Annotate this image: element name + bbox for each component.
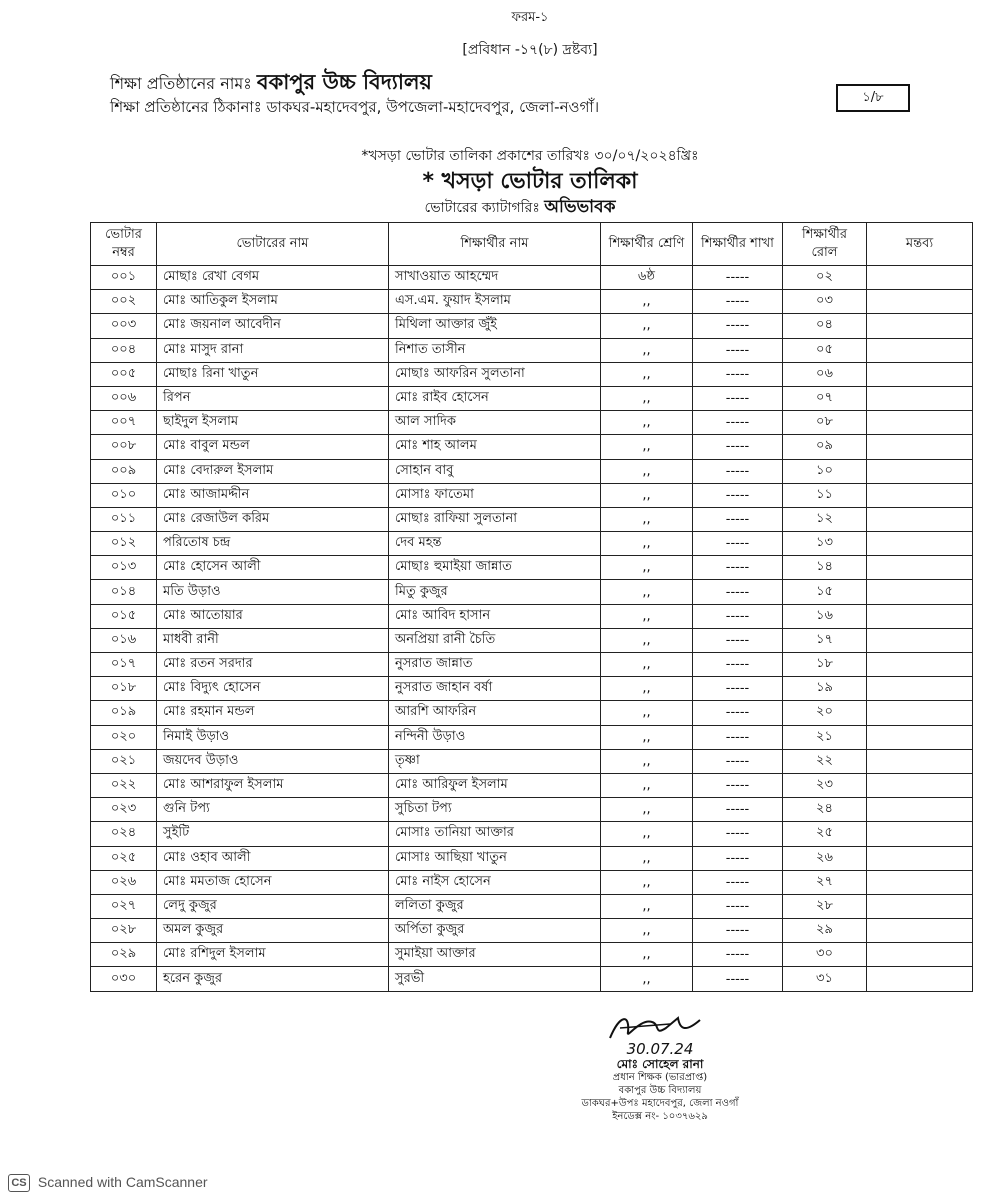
table-row (91, 266, 973, 290)
cell-student-roll: ১৩ (783, 532, 867, 556)
cell-student-class: ,, (601, 411, 693, 435)
cell-remarks (867, 822, 973, 846)
cell-voter-name: গুনি টপ্য (157, 798, 389, 822)
cell-student-roll: ০৭ (783, 386, 867, 410)
cell-student-name: সুমাইয়া আক্তার (389, 943, 601, 967)
cell-student-class: ,, (601, 822, 693, 846)
cell-student-name: মোঃ আরিফুল ইসলাম (389, 773, 601, 797)
table-row (91, 822, 973, 846)
cell-student-name: সোহান বাবু (389, 459, 601, 483)
cell-student-roll: ১২ (783, 507, 867, 531)
cell-voter-name: মোঃ রহমান মন্ডল (157, 701, 389, 725)
cell-student-class: ,, (601, 459, 693, 483)
cell-student-section: ----- (693, 362, 783, 386)
form-number: ফরম-১ (511, 10, 549, 25)
cell-remarks (867, 701, 973, 725)
table-row (91, 411, 973, 435)
cell-student-section: ----- (693, 556, 783, 580)
cell-remarks (867, 386, 973, 410)
table-row (91, 628, 973, 652)
cell-student-roll: ২৪ (783, 798, 867, 822)
cell-remarks (867, 653, 973, 677)
cell-remarks (867, 773, 973, 797)
cell-student-class: ,, (601, 919, 693, 943)
cell-student-class: ,, (601, 773, 693, 797)
cell-voter-number: ০১০ (91, 483, 157, 507)
cell-student-section: ----- (693, 532, 783, 556)
cell-student-section: ----- (693, 701, 783, 725)
cell-student-section: ----- (693, 967, 783, 991)
cell-voter-name: হরেন কুজুর (157, 967, 389, 991)
cell-remarks (867, 677, 973, 701)
cell-voter-number: ০০৯ (91, 459, 157, 483)
cell-student-section: ----- (693, 386, 783, 410)
cell-student-section: ----- (693, 266, 783, 290)
cell-remarks (867, 532, 973, 556)
cell-student-roll: ২৯ (783, 919, 867, 943)
cell-remarks (867, 798, 973, 822)
cell-student-class: ,, (601, 435, 693, 459)
cell-remarks (867, 483, 973, 507)
table-header-row (91, 223, 973, 266)
cell-voter-number: ০২৪ (91, 822, 157, 846)
cell-student-roll: ২৬ (783, 846, 867, 870)
cell-voter-number: ০০৭ (91, 411, 157, 435)
cell-student-roll: ২৩ (783, 773, 867, 797)
cell-voter-number: ০১৯ (91, 701, 157, 725)
cell-voter-name: মোঃ রেজাউল করিম (157, 507, 389, 531)
school-name-label: শিক্ষা প্রতিষ্ঠানের নামঃ (110, 74, 252, 93)
cell-student-class: ,, (601, 846, 693, 870)
cell-student-class: ,, (601, 290, 693, 314)
table-row (91, 677, 973, 701)
cell-voter-name: অমল কুজুর (157, 919, 389, 943)
table-row (91, 507, 973, 531)
cell-student-class: ,, (601, 604, 693, 628)
cell-student-roll: ০৪ (783, 314, 867, 338)
table-row (91, 532, 973, 556)
cell-voter-number: ০২৭ (91, 894, 157, 918)
cell-remarks (867, 894, 973, 918)
cell-voter-number: ০০৩ (91, 314, 157, 338)
cell-student-section: ----- (693, 822, 783, 846)
cell-student-section: ----- (693, 483, 783, 507)
cell-remarks (867, 507, 973, 531)
cell-student-class: ,, (601, 943, 693, 967)
table-row (91, 556, 973, 580)
cell-student-name: আরশি আফরিন (389, 701, 601, 725)
table-row (91, 701, 973, 725)
cell-student-class: ৬ষ্ঠ (601, 266, 693, 290)
cell-remarks (867, 943, 973, 967)
cell-student-name: মোঃ শাহ আলম (389, 435, 601, 459)
cell-voter-number: ০১২ (91, 532, 157, 556)
cell-voter-name: মোঃ মাসুদ রানা (157, 338, 389, 362)
publish-date-line: *খসড়া ভোটার তালিকা প্রকাশের তারিখঃ ৩০/০৭/২০২৪খ্রিঃ (361, 148, 699, 164)
signatory-index: ইনডেক্স নং- ১০৩৭৬২৯ (612, 1111, 708, 1122)
cell-student-class: ,, (601, 677, 693, 701)
col-remarks: মন্তব্য (867, 223, 973, 266)
cell-student-name: মোছাঃ হুমাইয়া জান্নাত (389, 556, 601, 580)
cell-voter-number: ০০৮ (91, 435, 157, 459)
cell-student-section: ----- (693, 846, 783, 870)
cell-student-roll: ১৬ (783, 604, 867, 628)
col-student-name: শিক্ষার্থীর নাম (389, 223, 601, 266)
cell-student-section: ----- (693, 870, 783, 894)
table-row (91, 290, 973, 314)
cell-voter-name: মোঃ বাবুল মন্ডল (157, 435, 389, 459)
cell-remarks (867, 604, 973, 628)
cell-student-section: ----- (693, 435, 783, 459)
cell-voter-number: ০৩০ (91, 967, 157, 991)
cell-remarks (867, 338, 973, 362)
table-row (91, 459, 973, 483)
cell-student-class: ,, (601, 967, 693, 991)
cell-student-roll: ২০ (783, 701, 867, 725)
table-row (91, 362, 973, 386)
table-row (91, 749, 973, 773)
cell-voter-number: ০২৯ (91, 943, 157, 967)
cell-student-section: ----- (693, 894, 783, 918)
cell-student-roll: ০৬ (783, 362, 867, 386)
signature-block (560, 1010, 760, 1123)
cell-student-roll: ৩১ (783, 967, 867, 991)
cell-voter-name: পরিতোষ চন্দ্র (157, 532, 389, 556)
cell-remarks (867, 846, 973, 870)
cell-remarks (867, 411, 973, 435)
cell-voter-name: মোঃ হোসেন আলী (157, 556, 389, 580)
scanner-text: Scanned with CamScanner (37, 1174, 208, 1190)
cell-voter-name: মাধবী রানী (157, 628, 389, 652)
cell-student-section: ----- (693, 580, 783, 604)
cell-voter-name: রিপন (157, 386, 389, 410)
cell-student-roll: ১৫ (783, 580, 867, 604)
cell-student-name: মোসাঃ ফাতেমা (389, 483, 601, 507)
cell-student-section: ----- (693, 411, 783, 435)
signatory-address: ডাকঘর+উপঃ মহাদেবপুর, জেলা নওগাঁ (581, 1098, 739, 1109)
cell-student-class: ,, (601, 725, 693, 749)
table-row (91, 846, 973, 870)
cell-student-class: ,, (601, 701, 693, 725)
cell-remarks (867, 266, 973, 290)
cell-student-class: ,, (601, 386, 693, 410)
cell-voter-number: ০২৬ (91, 870, 157, 894)
cell-student-roll: ০৮ (783, 411, 867, 435)
school-address: শিক্ষা প্রতিষ্ঠানের ঠিকানাঃ ডাকঘর-মহাদেবপুর, উপজেলা-মহাদেবপুর, জেলা-নওগাঁ। (110, 98, 600, 116)
cell-student-section: ----- (693, 943, 783, 967)
cell-voter-name: মতি উড়াও (157, 580, 389, 604)
cell-student-name: সুচিতা টপ্য (389, 798, 601, 822)
cell-student-class: ,, (601, 532, 693, 556)
cell-voter-name: মোঃ রশিদুল ইসলাম (157, 943, 389, 967)
cell-remarks (867, 314, 973, 338)
cell-student-class: ,, (601, 894, 693, 918)
cell-student-name: নুসরাত জান্নাত (389, 653, 601, 677)
col-student-class: শিক্ষার্থীর শ্রেণি (601, 223, 693, 266)
cell-student-roll: ২৫ (783, 822, 867, 846)
cell-voter-name: সুইটি (157, 822, 389, 846)
cell-student-section: ----- (693, 749, 783, 773)
cell-voter-number: ০২০ (91, 725, 157, 749)
cell-student-section: ----- (693, 919, 783, 943)
cell-remarks (867, 919, 973, 943)
cell-student-name: সাখাওয়াত আহম্মেদ (389, 266, 601, 290)
cell-student-class: ,, (601, 556, 693, 580)
cell-student-section: ----- (693, 290, 783, 314)
cell-student-section: ----- (693, 725, 783, 749)
cell-student-roll: ১০ (783, 459, 867, 483)
camscanner-logo-icon: CS (8, 1174, 30, 1192)
table-row (91, 653, 973, 677)
cell-voter-number: ০১৭ (91, 653, 157, 677)
cell-voter-number: ০১৩ (91, 556, 157, 580)
cell-voter-number: ০২১ (91, 749, 157, 773)
cell-remarks (867, 435, 973, 459)
cell-voter-number: ০০৫ (91, 362, 157, 386)
col-student-roll: শিক্ষার্থীর রোল (783, 223, 867, 266)
cell-voter-name: মোঃ রতন সরদার (157, 653, 389, 677)
cell-student-name: মোছাঃ রাফিয়া সুলতানা (389, 507, 601, 531)
cell-remarks (867, 725, 973, 749)
table-row (91, 386, 973, 410)
table-row (91, 314, 973, 338)
table-row (91, 894, 973, 918)
table-row (91, 483, 973, 507)
cell-voter-name: মোঃ মমতাজ হোসেন (157, 870, 389, 894)
voter-table (90, 222, 973, 992)
cell-student-name: মোঃ আবিদ হাসান (389, 604, 601, 628)
cell-student-section: ----- (693, 677, 783, 701)
cell-student-class: ,, (601, 362, 693, 386)
cell-remarks (867, 628, 973, 652)
cell-student-class: ,, (601, 580, 693, 604)
cell-student-roll: ১৪ (783, 556, 867, 580)
cell-student-class: ,, (601, 798, 693, 822)
cell-student-section: ----- (693, 653, 783, 677)
signatory-name: মোঃ সোহেল রানা (616, 1057, 704, 1071)
table-row (91, 967, 973, 991)
cell-student-class: ,, (601, 749, 693, 773)
cell-voter-name: মোঃ আশরাফুল ইসলাম (157, 773, 389, 797)
cell-student-name: অর্পিতা কুজুর (389, 919, 601, 943)
cell-voter-name: মোঃ বিদ্যুৎ হোসেন (157, 677, 389, 701)
cell-student-name: তৃষ্ণা (389, 749, 601, 773)
cell-voter-number: ০০৪ (91, 338, 157, 362)
cell-voter-name: মোছাঃ রিনা খাতুন (157, 362, 389, 386)
cell-student-section: ----- (693, 628, 783, 652)
cell-voter-number: ০২৫ (91, 846, 157, 870)
cell-voter-name: জয়দেব উড়াও (157, 749, 389, 773)
cell-student-name: ললিতা কুজুর (389, 894, 601, 918)
cell-student-section: ----- (693, 338, 783, 362)
cell-student-name: নিশাত তাসীন (389, 338, 601, 362)
signature-date: 30.07.24 (626, 1040, 694, 1058)
cell-student-name: অনপ্রিয়া রানী চৈতি (389, 628, 601, 652)
table-row (91, 725, 973, 749)
category-label: ভোটারের ক্যাটাগরিঃ (424, 200, 540, 216)
table-row (91, 435, 973, 459)
cell-student-name: মোঃ রাইব হোসেন (389, 386, 601, 410)
cell-student-name: সুরভী (389, 967, 601, 991)
cell-student-name: দেব মহন্ত (389, 532, 601, 556)
list-title: * খসড়া ভোটার তালিকা (422, 169, 638, 194)
cell-remarks (867, 362, 973, 386)
scanner-footer (8, 1174, 208, 1192)
cell-student-class: ,, (601, 314, 693, 338)
cell-voter-number: ০০৬ (91, 386, 157, 410)
cell-remarks (867, 967, 973, 991)
col-voter-name: ভোটারের নাম (157, 223, 389, 266)
cell-voter-number: ০০২ (91, 290, 157, 314)
cell-voter-name: মোঃ আতোয়ার (157, 604, 389, 628)
cell-student-class: ,, (601, 628, 693, 652)
cell-remarks (867, 459, 973, 483)
rule-reference: [প্রবিধান -১৭(৮) দ্রষ্টব্য] (462, 42, 598, 58)
cell-voter-number: ০২৮ (91, 919, 157, 943)
cell-voter-number: ০১৫ (91, 604, 157, 628)
cell-student-name: এস.এম. ফুয়াদ ইসলাম (389, 290, 601, 314)
cell-student-roll: ২৭ (783, 870, 867, 894)
table-row (91, 798, 973, 822)
table-row (91, 870, 973, 894)
cell-student-class: ,, (601, 653, 693, 677)
cell-voter-name: নিমাই উড়াও (157, 725, 389, 749)
cell-voter-number: ০১৬ (91, 628, 157, 652)
col-student-section: শিক্ষার্থীর শাখা (693, 223, 783, 266)
table-row (91, 580, 973, 604)
cell-student-roll: ০৯ (783, 435, 867, 459)
cell-voter-number: ০১১ (91, 507, 157, 531)
cell-student-name: আল সাদিক (389, 411, 601, 435)
category-line (0, 194, 1000, 222)
cell-student-roll: ১৮ (783, 653, 867, 677)
table-row (91, 943, 973, 967)
cell-remarks (867, 290, 973, 314)
page-number-box: ১/৮ (836, 84, 910, 112)
signatory-designation: প্রধান শিক্ষক (ভারপ্রাপ্ত) (612, 1072, 708, 1083)
category-value: অভিভাবক (544, 197, 616, 217)
cell-student-name: মোসাঃ আছিয়া খাতুন (389, 846, 601, 870)
cell-voter-name: ছাইদুল ইসলাম (157, 411, 389, 435)
cell-voter-number: ০১৪ (91, 580, 157, 604)
cell-student-roll: ০৩ (783, 290, 867, 314)
cell-student-name: নন্দিনী উড়াও (389, 725, 601, 749)
cell-remarks (867, 749, 973, 773)
table-row (91, 604, 973, 628)
table-row (91, 773, 973, 797)
cell-student-roll: ২২ (783, 749, 867, 773)
cell-student-roll: ৩০ (783, 943, 867, 967)
cell-remarks (867, 556, 973, 580)
cell-voter-name: মোঃ বেদারুল ইসলাম (157, 459, 389, 483)
cell-student-section: ----- (693, 459, 783, 483)
signature-scribble (600, 1010, 720, 1044)
cell-voter-name: মোঃ আজামদ্দীন (157, 483, 389, 507)
cell-student-roll: ২৮ (783, 894, 867, 918)
cell-voter-name: মোঃ ওহাব আলী (157, 846, 389, 870)
cell-student-section: ----- (693, 798, 783, 822)
cell-student-roll: ১৭ (783, 628, 867, 652)
cell-student-name: মিথিলা আক্তার জুঁই (389, 314, 601, 338)
cell-student-name: নুসরাত জাহান বর্ষা (389, 677, 601, 701)
table-row (91, 919, 973, 943)
cell-voter-number: ০২৩ (91, 798, 157, 822)
cell-student-name: মোসাঃ তানিয়া আক্তার (389, 822, 601, 846)
school-name: বকাপুর উচ্চ বিদ্যালয় (256, 70, 432, 94)
cell-voter-name: মোঃ জয়নাল আবেদীন (157, 314, 389, 338)
cell-student-section: ----- (693, 773, 783, 797)
signatory-school: বকাপুর উচ্চ বিদ্যালয় (618, 1085, 702, 1096)
cell-student-section: ----- (693, 604, 783, 628)
cell-student-roll: ০৫ (783, 338, 867, 362)
cell-voter-name: মোঃ আতিকুল ইসলাম (157, 290, 389, 314)
cell-student-class: ,, (601, 483, 693, 507)
cell-student-name: মোঃ নাইস হোসেন (389, 870, 601, 894)
cell-student-class: ,, (601, 338, 693, 362)
cell-student-class: ,, (601, 870, 693, 894)
cell-student-roll: ০২ (783, 266, 867, 290)
table-row (91, 338, 973, 362)
cell-student-roll: ১৯ (783, 677, 867, 701)
cell-student-roll: ২১ (783, 725, 867, 749)
cell-voter-name: লেদু কুজুর (157, 894, 389, 918)
cell-voter-number: ০২২ (91, 773, 157, 797)
cell-voter-number: ০১৮ (91, 677, 157, 701)
cell-student-name: মিতু কুজুর (389, 580, 601, 604)
cell-remarks (867, 580, 973, 604)
cell-student-roll: ১১ (783, 483, 867, 507)
cell-voter-number: ০০১ (91, 266, 157, 290)
cell-voter-name: মোছাঃ রেখা বেগম (157, 266, 389, 290)
col-voter-number: ভোটার নম্বর (91, 223, 157, 266)
cell-student-section: ----- (693, 507, 783, 531)
cell-remarks (867, 870, 973, 894)
cell-student-class: ,, (601, 507, 693, 531)
cell-student-name: মোছাঃ আফরিন সুলতানা (389, 362, 601, 386)
cell-student-section: ----- (693, 314, 783, 338)
